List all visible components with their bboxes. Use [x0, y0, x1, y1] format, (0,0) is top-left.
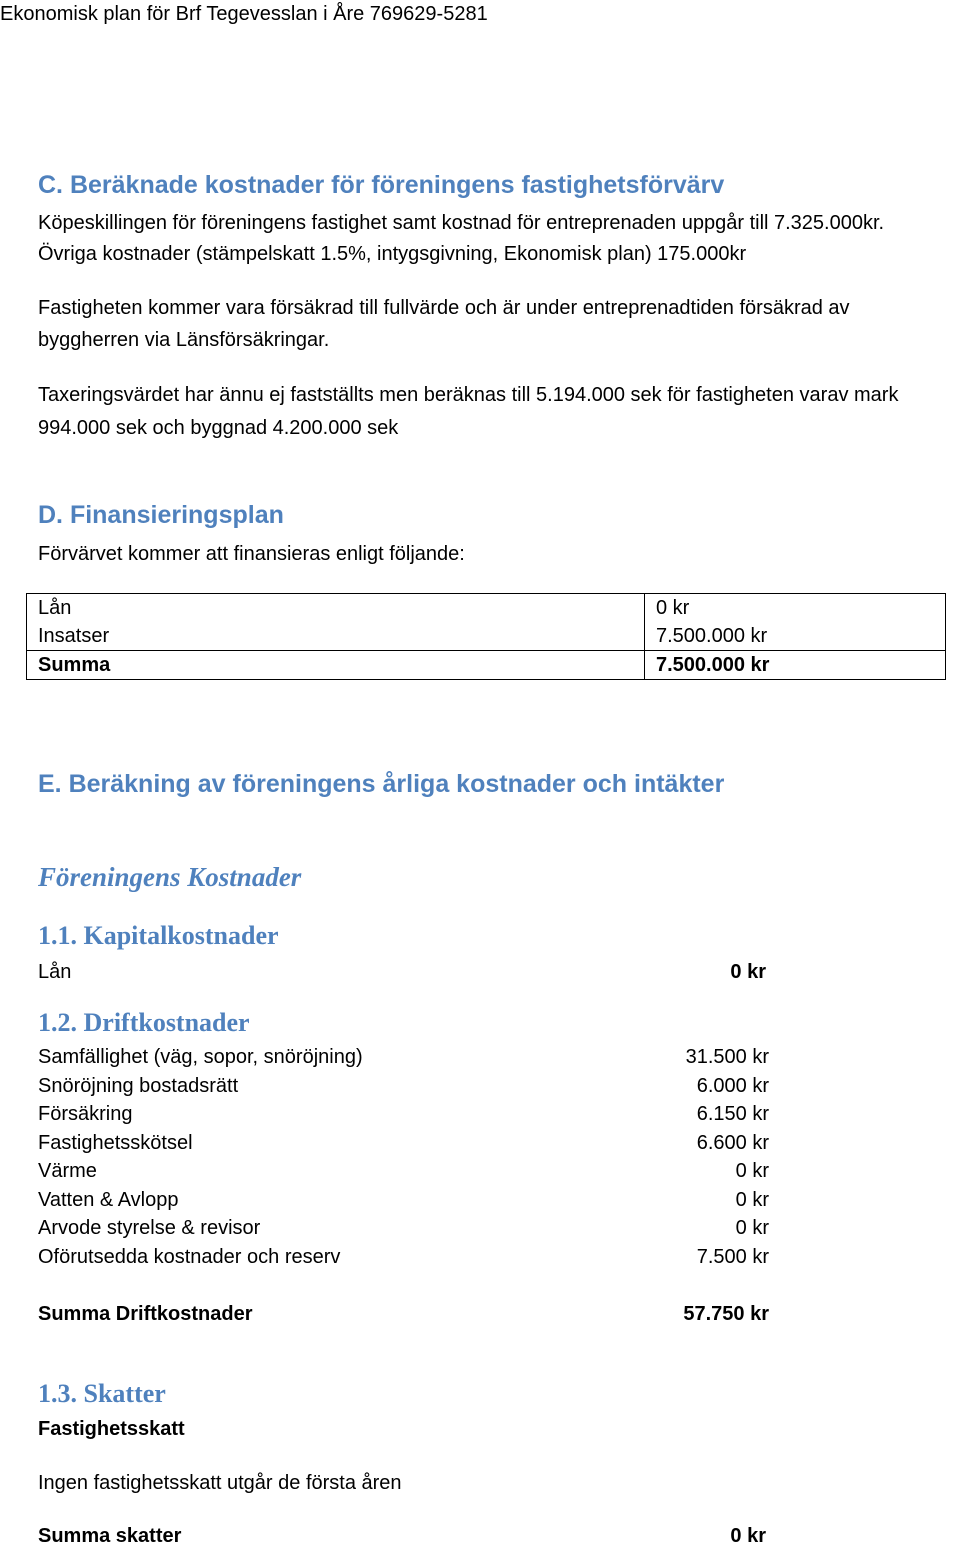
financing-table — [26, 593, 946, 680]
drift-item-label: Fastighetsskötsel — [38, 1132, 193, 1154]
page-header: Ekonomisk plan för Brf Tegevesslan i Åre 769629-5281 — [0, 3, 488, 25]
section-c-title: C. Beräknade kostnader för föreningens fastighetsförvärv — [38, 171, 725, 199]
drift-sum-value: 57.750 kr — [683, 1303, 769, 1325]
section-c-line1: Köpeskillingen för föreningens fastighet samt kostnad för entreprenaden uppgår till 7.325.000kr. — [38, 212, 885, 234]
section-e-title: E. Beräkning av föreningens årliga kostnader och intäkter — [38, 770, 725, 798]
skatter-sum-value: 0 kr — [730, 1525, 766, 1547]
drift-item-label: Samfällighet (väg, sopor, snöröjning) — [38, 1046, 363, 1068]
table-row — [27, 594, 946, 623]
drift-item-value: 31.500 kr — [685, 1046, 769, 1068]
drift-item-label: Oförutsedda kostnader och reserv — [38, 1246, 341, 1268]
drift-item-label: Arvode styrelse & revisor — [38, 1217, 261, 1239]
kapital-label: Lån — [38, 961, 72, 983]
drift-item-label: Försäkring — [38, 1103, 133, 1125]
drift-item-value: 7.500 kr — [696, 1246, 769, 1268]
drift-title: 1.2. Driftkostnader — [38, 1008, 250, 1037]
kapital-title: 1.1. Kapitalkostnader — [38, 921, 279, 950]
kapital-value: 0 kr — [730, 961, 766, 983]
table-row-sum — [27, 651, 946, 680]
drift-item-value: 6.150 kr — [696, 1103, 769, 1125]
skatter-title: 1.3. Skatter — [38, 1379, 166, 1408]
costs-subtitle: Föreningens Kostnader — [38, 862, 302, 892]
row-label: Lån — [27, 594, 645, 623]
drift-item-value: 0 kr — [735, 1160, 769, 1182]
row-value: 7.500.000 kr — [645, 622, 946, 651]
drift-item-value: 6.600 kr — [696, 1132, 769, 1154]
row-value: 0 kr — [645, 594, 946, 623]
skatter-subhead: Fastighetsskatt — [38, 1418, 185, 1440]
drift-item-label: Värme — [38, 1160, 97, 1182]
row-label: Insatser — [27, 622, 645, 651]
section-c-tax-line2: 994.000 sek och byggnad 4.200.000 sek — [38, 417, 399, 439]
section-c-insurance-line1: Fastigheten kommer vara försäkrad till fullvärde och är under entreprenadtiden försäkrad av — [38, 297, 850, 319]
drift-sum-label: Summa Driftkostnader — [38, 1303, 253, 1325]
section-c-insurance-line2: byggherren via Länsförsäkringar. — [38, 329, 330, 351]
drift-item-value: 0 kr — [735, 1217, 769, 1239]
row-label: Summa — [27, 651, 645, 680]
drift-item-label: Vatten & Avlopp — [38, 1189, 179, 1211]
row-value: 7.500.000 kr — [645, 651, 946, 680]
section-d-intro: Förvärvet kommer att finansieras enligt följande: — [38, 543, 465, 565]
skatter-sum-label: Summa skatter — [38, 1525, 182, 1547]
table-row — [27, 622, 946, 651]
section-c-line2: Övriga kostnader (stämpelskatt 1.5%, intygsgivning, Ekonomisk plan) 175.000kr — [38, 243, 747, 265]
skatter-note: Ingen fastighetsskatt utgår de första åren — [38, 1472, 402, 1494]
drift-item-value: 0 kr — [735, 1189, 769, 1211]
section-c-tax-line1: Taxeringsvärdet har ännu ej fastställts men beräknas till 5.194.000 sek för fastigheten varav mark — [38, 384, 899, 406]
section-d-title: D. Finansieringsplan — [38, 501, 284, 529]
drift-item-label: Snöröjning bostadsrätt — [38, 1075, 239, 1097]
drift-item-value: 6.000 kr — [696, 1075, 769, 1097]
